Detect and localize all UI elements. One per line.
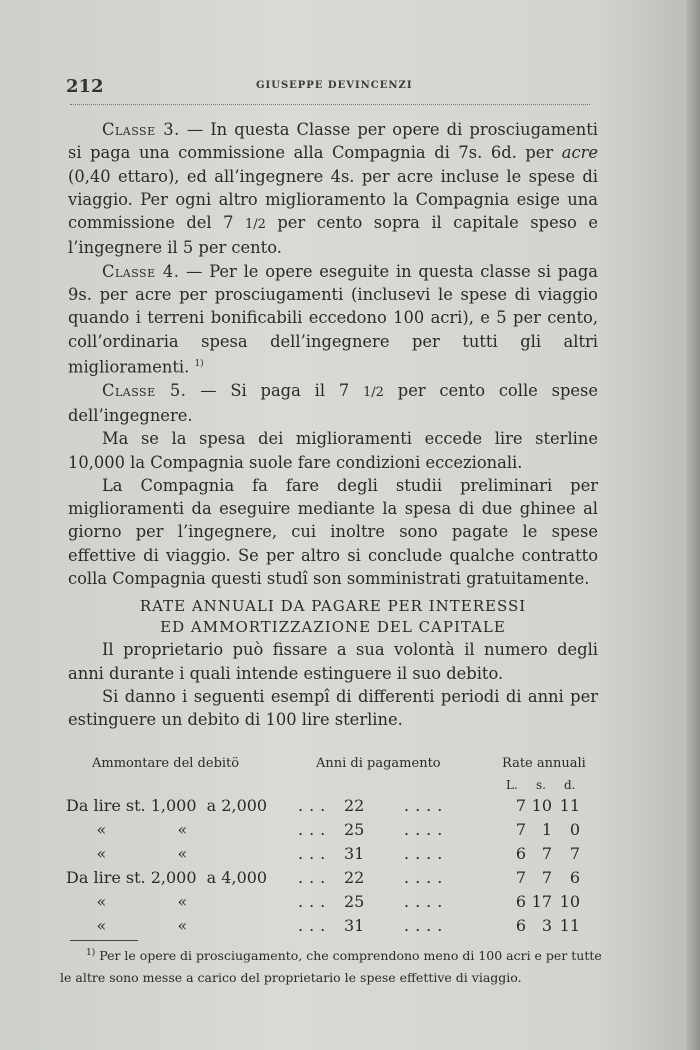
cell-pence: 11	[559, 916, 580, 935]
cell-pounds: 6	[515, 916, 526, 935]
paragraph-classe-4	[68, 260, 598, 379]
column-header-shillings: s.	[536, 778, 546, 792]
paragraph: La Compagnia fa fare degli studii preliminari per miglioramenti da eseguire mediante la spesa di due ghinee al giorno per l’ingegnere, cui inoltre sono pagate le spese effettive di viaggio. Se per altro si conclude qualche contratto colla Compagnia questi studî son somministrati gratuitamente.	[68, 475, 598, 589]
cell-pence: 10	[559, 892, 580, 911]
text-run: per cento colle spese dell’ingegnere.	[68, 380, 599, 425]
footnote-rule	[70, 940, 138, 941]
cell-pounds: 7	[515, 868, 526, 887]
text-run: (0,40 ettaro), ed all’ingegnere 4s. per acre incluse le spese di viaggio. Per ogni altro miglioramento la Compagnia esige una commissione del 7	[68, 166, 598, 233]
text-run: — Si paga il 7	[186, 380, 364, 400]
cell-years: 22	[344, 868, 365, 887]
cell-shillings: 17	[531, 892, 552, 911]
cell-shillings: 7	[541, 844, 552, 863]
cell-pence: 0	[569, 820, 580, 839]
column-header-years: Anni di pagamento	[316, 756, 441, 771]
classe-label: Classe 5.	[102, 380, 187, 400]
footnote-marker: 1)	[86, 948, 96, 958]
paragraph: Si danno i seguenti esempî di differenti periodi di anni per estinguere un debito di 100 lire sterline.	[68, 686, 598, 730]
cell-shillings: 3	[541, 916, 552, 935]
dot-leader: ...	[298, 844, 332, 863]
fraction: 1/2	[244, 217, 266, 233]
section-title-line-1: RATE ANNUALI DA PAGARE PER INTERESSI	[139, 597, 527, 616]
dot-leader: ...	[298, 892, 332, 911]
paragraph-classe-3	[68, 118, 598, 260]
dot-leader: ....	[404, 868, 449, 887]
header-rule	[70, 104, 590, 105]
cell-years: 31	[344, 844, 365, 863]
cell-amount: Da lire st. 2,000 a 4,000	[66, 868, 268, 887]
cell-pence: 6	[569, 868, 580, 887]
classe-label: Classe 3.	[102, 120, 180, 139]
dot-leader: ....	[404, 844, 449, 863]
cell-years: 22	[344, 796, 365, 815]
text-run: per cento sopra il capitale speso e l’ingegnere il 5 per cento.	[68, 213, 598, 258]
cell-pounds: 6	[515, 844, 526, 863]
cell-years: 25	[344, 820, 365, 839]
cell-amount: Da lire st. 1,000 a 2,000	[66, 796, 268, 815]
text-run: — In questa Classe per opere di prosciugamenti si paga una commissione alla Compagnia di 7s. 6d. per	[68, 120, 599, 163]
cell-shillings: 1	[541, 820, 552, 839]
table-row	[66, 868, 606, 892]
cell-shillings: 7	[541, 868, 552, 887]
body-text	[68, 118, 598, 732]
running-head: GIUSEPPE DEVINCENZI	[256, 80, 413, 91]
book-spine-shadow	[686, 0, 700, 1050]
table-row	[66, 820, 606, 844]
cell-amount: « «	[66, 892, 188, 911]
cell-pounds: 7	[515, 796, 526, 815]
cell-pounds: 7	[515, 820, 526, 839]
cell-amount: « «	[66, 844, 188, 863]
dot-leader: ....	[404, 820, 449, 839]
section-title	[68, 596, 598, 638]
dot-leader: ....	[404, 916, 449, 935]
paragraph-classe-5	[68, 379, 598, 428]
cell-shillings: 10	[531, 796, 552, 815]
footnote-text	[60, 942, 605, 989]
table-row	[66, 916, 606, 940]
cell-years: 31	[344, 916, 365, 935]
cell-amount: « «	[66, 916, 188, 935]
paragraph: Ma se la spesa dei miglioramenti eccede lire sterline 10,000 la Compagnia suole fare condizioni eccezionali.	[68, 429, 598, 472]
column-header-pounds: L.	[506, 778, 518, 792]
footnote-body: Per le opere di prosciugamento, che comprendono meno di 100 acri e per tutte le altre sono messe a carico del proprietario le spese effettive di viaggio.	[60, 948, 602, 986]
page-header	[66, 76, 596, 100]
dot-leader: ....	[404, 892, 449, 911]
fraction: 1/2	[363, 384, 384, 400]
dot-leader: ...	[298, 868, 332, 887]
classe-label: Classe 4.	[102, 261, 180, 281]
table-row	[66, 796, 606, 820]
footnote-reference: 1)	[194, 358, 204, 369]
text-run: — Per le opere eseguite in questa classe si paga 9s. per acre per prosciugamenti (inclusevi le spese di viaggio quando i terreni bonificabili eccedono 100 acri), e 5 per cento, coll’ordinaria spesa dell’ingegnere per tutti gli altri miglioramenti.	[68, 261, 598, 377]
cell-pounds: 6	[515, 892, 526, 911]
dot-leader: ....	[404, 796, 449, 815]
page-number: 212	[66, 76, 104, 97]
column-header-amount: Ammontare del debitö	[92, 756, 240, 771]
dot-leader: ...	[298, 796, 332, 815]
dot-leader: ...	[298, 916, 332, 935]
italic-word: acre	[561, 143, 598, 163]
cell-amount: « «	[66, 820, 188, 839]
section-title-line-2: ED AMMORTIZZAZIONE DEL CAPITALE	[160, 618, 506, 637]
cell-years: 25	[344, 892, 365, 911]
paragraph: Il proprietario può fissare a sua volontà il numero degli anni durante i quali intende estinguere il suo debito.	[68, 640, 598, 683]
dot-leader: ...	[298, 820, 332, 839]
column-header-pence: d.	[564, 778, 576, 792]
table-row	[66, 844, 606, 868]
column-header-rate: Rate annuali	[502, 756, 586, 771]
cell-pence: 11	[559, 796, 580, 815]
cell-pence: 7	[569, 844, 580, 863]
table-row	[66, 892, 606, 916]
footnote	[60, 942, 605, 989]
